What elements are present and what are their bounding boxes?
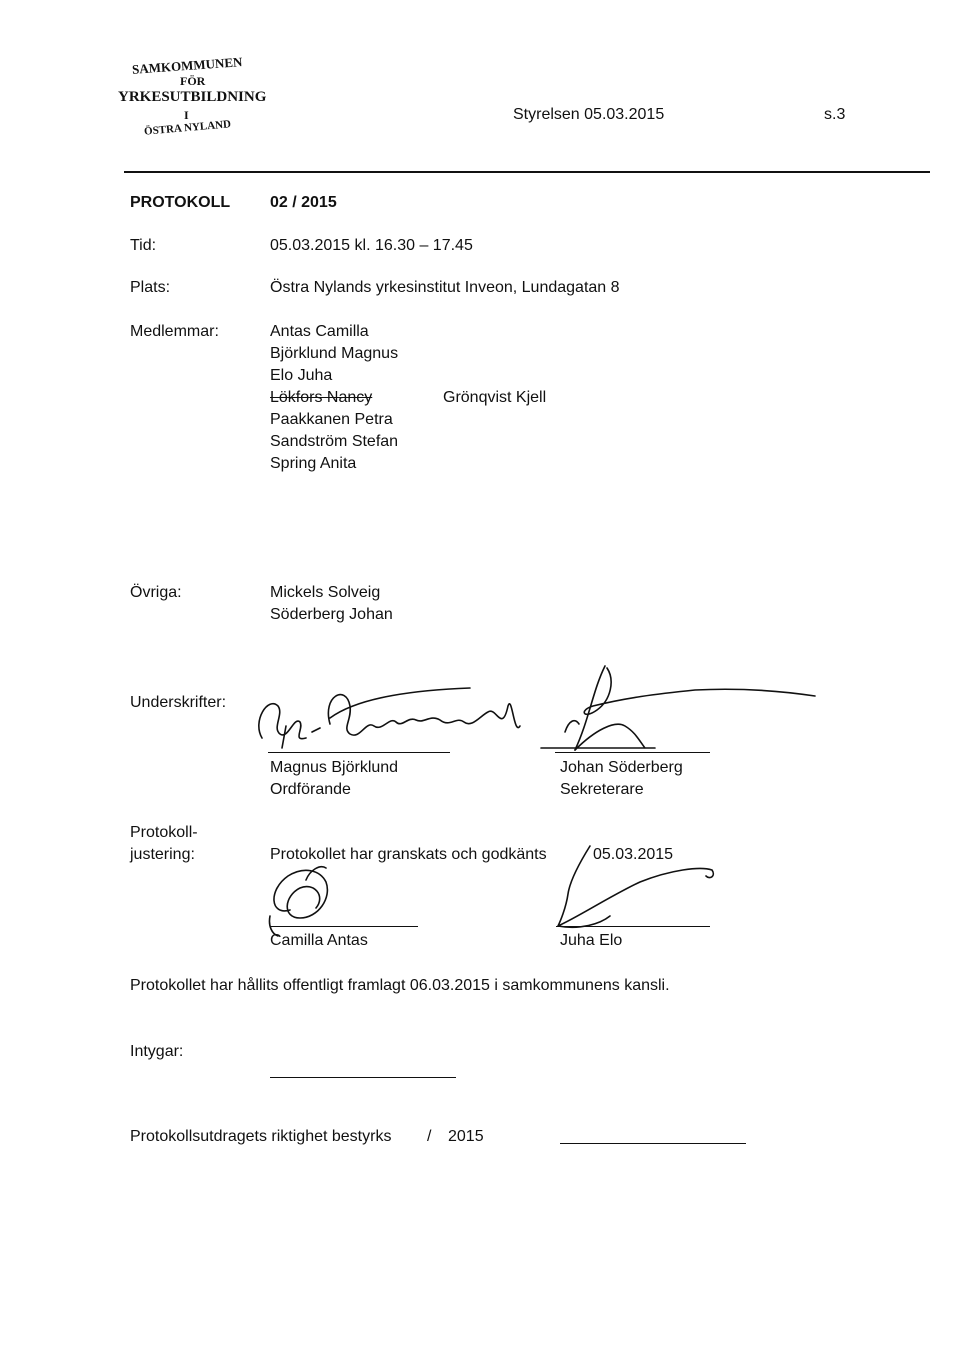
secretary-name: Johan Söderberg <box>560 759 683 776</box>
checker1-name: Camilla Antas <box>270 932 368 949</box>
member-item: Paakkanen Petra <box>270 411 393 428</box>
other-item: Söderberg Johan <box>270 606 393 623</box>
other-item: Mickels Solveig <box>270 584 381 601</box>
logo-line-samkommunen: SAMKOMMUNEN <box>131 54 243 77</box>
checker1-signature <box>260 860 380 940</box>
member-item: Elo Juha <box>270 367 333 384</box>
adjustment-label-line1: Protokoll- <box>130 824 198 841</box>
member-item-struck: Lökfors Nancy <box>270 389 373 406</box>
logo-line-for: FÖR <box>180 74 206 88</box>
chair-signature-line <box>268 752 450 753</box>
certify-label: Intygar: <box>130 1043 184 1060</box>
header-divider <box>124 171 930 173</box>
checker1-signature-line <box>270 926 418 927</box>
member-item: Sandström Stefan <box>270 433 399 450</box>
extract-year: 2015 <box>448 1128 484 1145</box>
logo <box>118 52 318 142</box>
member-item: Spring Anita <box>270 455 357 472</box>
secretary-signature-line <box>555 752 710 753</box>
chair-name: Magnus Björklund <box>270 759 399 776</box>
signatures-label: Underskrifter: <box>130 694 227 711</box>
members-label: Medlemmar: <box>130 323 219 340</box>
extract-slash: / <box>427 1128 432 1145</box>
board-date: Styrelsen 05.03.2015 <box>513 106 665 123</box>
adjustment-label-line2: justering: <box>130 846 195 863</box>
adjustment-date: 05.03.2015 <box>593 846 674 863</box>
chair-role: Ordförande <box>270 781 351 798</box>
checker2-signature <box>550 836 720 936</box>
secretary-signature <box>535 660 825 770</box>
place-value: Östra Nylands yrkesinstitut Inveon, Lundagatan 8 <box>270 279 620 296</box>
secretary-role: Sekreterare <box>560 781 644 798</box>
adjustment-statement: Protokollet har granskats och godkänts <box>270 846 547 863</box>
protocol-label: PROTOKOLL <box>130 194 231 211</box>
checker2-name: Juha Elo <box>560 932 623 949</box>
extract-line <box>560 1143 746 1144</box>
extract-text: Protokollsutdragets riktighet bestyrks <box>130 1128 392 1145</box>
time-value: 05.03.2015 kl. 16.30 – 17.45 <box>270 237 473 254</box>
time-label: Tid: <box>130 237 157 254</box>
certify-line <box>270 1077 456 1078</box>
member-item: Antas Camilla <box>270 323 369 340</box>
protocol-number: 02 / 2015 <box>270 194 337 211</box>
member-item: Björklund Magnus <box>270 345 399 362</box>
logo-line-ostra-nyland: ÖSTRA NYLAND <box>143 118 232 138</box>
logo-line-i: I <box>184 108 189 122</box>
logo-line-yrkesutbildning: YRKESUTBILDNING <box>118 89 267 105</box>
public-notice: Protokollet har hållits offentligt framlagt 06.03.2015 i samkommunens kansli. <box>130 977 670 994</box>
checker2-signature-line <box>556 926 710 927</box>
substitute-member: Grönqvist Kjell <box>443 389 547 406</box>
place-label: Plats: <box>130 279 171 296</box>
page-number: s.3 <box>824 106 846 123</box>
others-label: Övriga: <box>130 584 182 601</box>
